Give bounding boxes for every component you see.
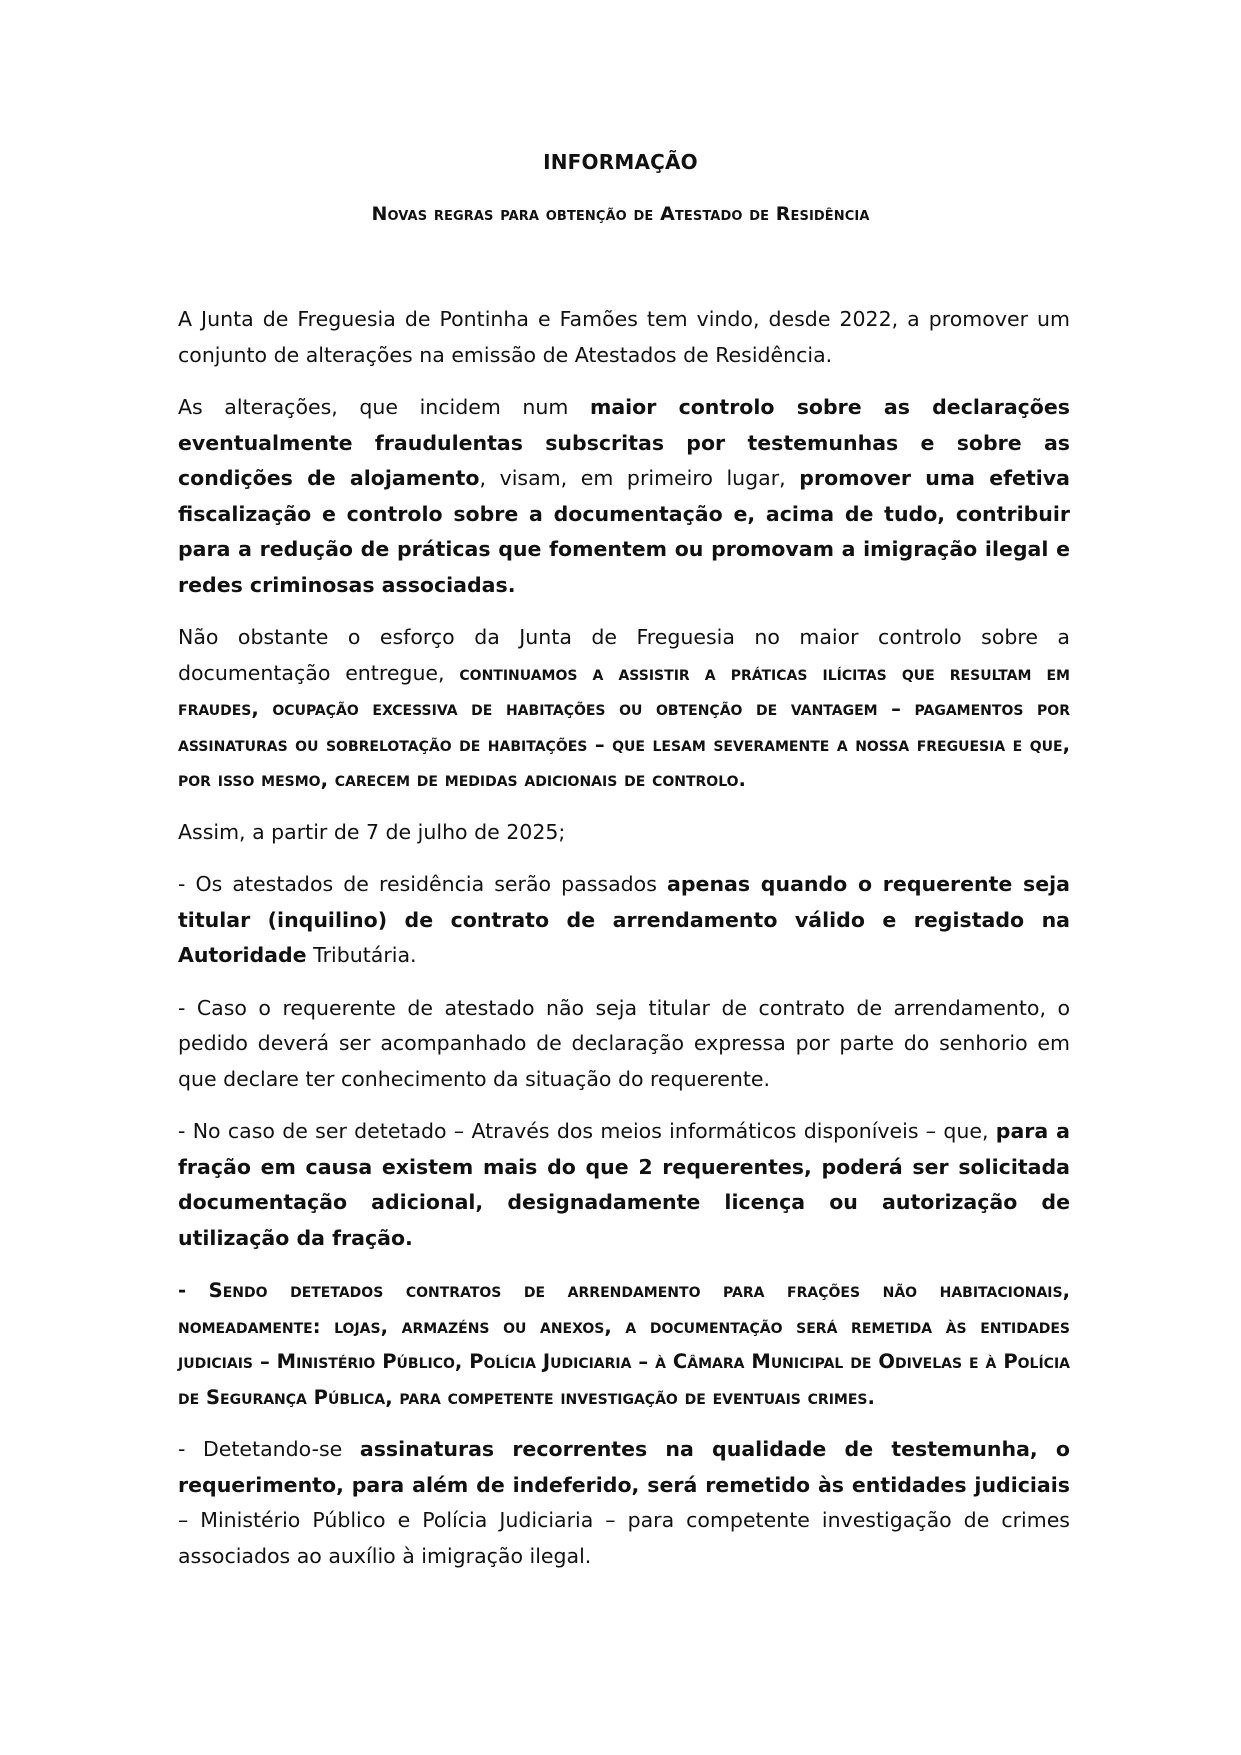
paragraph-alteracoes <box>178 390 1070 603</box>
text-run: – Ministério Público e Polícia Judiciaria – para competente investigação de crimes associados ao auxílio à imigração ilegal. <box>178 1508 1070 1568</box>
rule-senhorio: - Caso o requerente de atestado não seja titular de contrato de arrendamento, o pedido deverá ser acompanhado de declaração expressa por parte do senhorio em que declare ter conhecimento da situação do requerente. <box>178 995 1070 1091</box>
text-run: - No caso de ser detetado – Através dos meios informáticos disponíveis – que, <box>178 1119 996 1143</box>
smallcaps-run: continuamos a assistir a práticas ilícitas que resultam em fraudes, ocupação excessiva de habitações ou obtenção de vantagem – pagamentos por assinaturas ou sobrelotação de habitações – que lesam severamente a nossa freguesia e que, por isso mesmo, carecem de medidas adicionais de controlo. <box>178 661 1070 791</box>
rule-requerentes <box>178 1114 1070 1256</box>
bold-run: maior controlo sobre as declarações eventualmente fraudulentas subscritas por testemunhas e sobre as condições de alojamento <box>178 395 1070 490</box>
text-run: Não obstante o esforço da Junta de Freguesia no maior controlo sobre a documentação entregue, <box>178 625 1070 685</box>
rule-assinaturas <box>178 1432 1070 1574</box>
bold-run: apenas quando o requerente seja titular (inquilino) de contrato de arrendamento válido e registado na Autoridade <box>178 872 1071 967</box>
text-run: - Detetando-se <box>178 1437 360 1461</box>
text-run: Tributária. <box>306 943 417 967</box>
paragraph-assim: Assim, a partir de 7 de julho de 2025; <box>178 819 566 844</box>
document-body <box>178 302 1070 1591</box>
bold-run: promover uma efetiva fiscalização e controlo sobre a documentação e, acima de tudo, contribuir para a redução de práticas que fomentem ou promovam a imigração ilegal e redes criminosas associadas. <box>178 466 1070 597</box>
bold-run: assinaturas recorrentes na qualidade de testemunha, o requerimento, para além de indeferido, será remetido às entidades judiciais <box>178 1437 1070 1497</box>
paragraph-intro: A Junta de Freguesia de Pontinha e Famões tem vindo, desde 2022, a promover um conjunto de alterações na emissão de Atestados de Residência. <box>178 307 1070 367</box>
document-subtitle: Novas regras para obtenção de Atestado de Residência <box>371 203 870 225</box>
smallcaps-run: - Sendo detetados contratos de arrendamento para frações não habitacionais, nomeadamente: lojas, armazéns ou anexos, a documentação será remetida às entidades judiciais – Ministério Público, Polícia Judiciaria – à Câmara Municipal de Odivelas e à Polícia de Segurança Pública, para competente investigação de eventuais crimes. <box>178 1279 1070 1409</box>
document-title: INFORMAÇÃO <box>543 150 698 174</box>
text-run: , visam, em primeiro lugar, <box>479 466 800 490</box>
rule-contrato <box>178 867 1070 974</box>
text-run: As alterações, que incidem num <box>178 395 590 419</box>
text-run: - Os atestados de residência serão passados <box>178 872 668 896</box>
paragraph-esforco <box>178 620 1070 798</box>
bold-run: para a fração em causa existem mais do que 2 requerentes, poderá ser solicitada documentação adicional, designadamente licença ou autorização de utilização da fração. <box>178 1119 1070 1250</box>
rule-fracoes <box>178 1273 1070 1415</box>
